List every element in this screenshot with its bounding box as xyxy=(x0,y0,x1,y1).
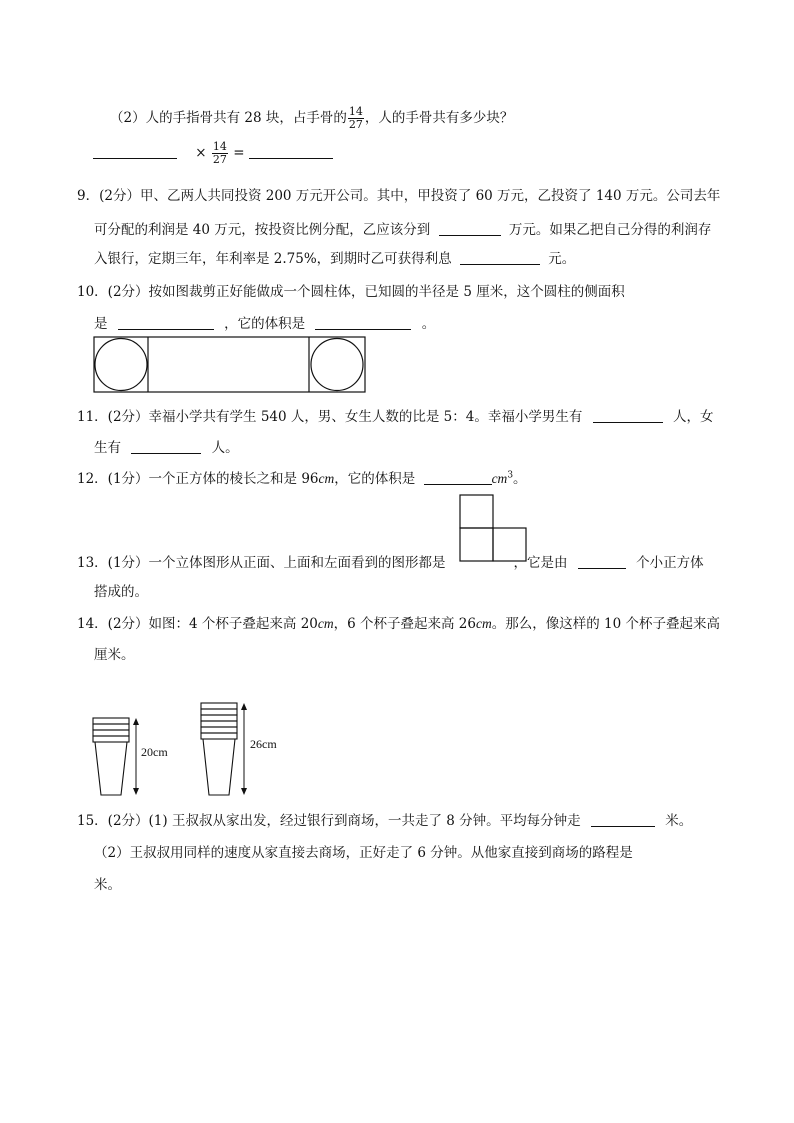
net-outer-rect xyxy=(94,337,365,392)
q8-part2: （2）人的手指骨共有 28 块，占手骨的 $\frac{14}{27}$ ，人的手骨共有多少块？ xyxy=(110,105,514,131)
q8-equation-fraction: $\frac{14}{27}$ xyxy=(212,140,227,166)
q8-answer-blank-2[interactable] xyxy=(249,144,333,159)
q13-line2: 搭成的。 xyxy=(94,584,148,600)
q14-line1: 14．(2分）如图：4 个杯子叠起来高 20cm，6 个杯子叠起来高 26cm。那么，像这样的 10 个杯子叠起来高 xyxy=(77,616,721,632)
q11-line2: 生有 人。 xyxy=(94,440,239,456)
top-square xyxy=(460,495,493,528)
q12-blank[interactable] xyxy=(424,470,492,485)
q8-equation: × $\frac{14}{27}$ = xyxy=(93,141,333,166)
bottom-right-square xyxy=(493,528,526,561)
label-26cm: 26cm xyxy=(250,737,277,751)
label-20cm: 20cm xyxy=(141,745,168,759)
q11-blank-2[interactable] xyxy=(131,439,201,454)
q10-line1: 10．(2分）按如图裁剪正好能做成一个圆柱体，已知圆的半径是 5 厘米，这个圆柱的侧面积 xyxy=(77,284,625,300)
q15-blank[interactable] xyxy=(591,812,655,827)
q8-fraction: $\frac{14}{27}$ xyxy=(348,105,363,131)
net-left-circle xyxy=(95,339,147,391)
q14-line2: 厘米。 xyxy=(94,647,135,663)
q8-part2-text: （2）人的手指骨共有 28 块，占手骨的 xyxy=(110,110,347,126)
q12-line: 12．(1分）一个正方体的棱长之和是 96cm，它的体积是 $cm^3$。 xyxy=(77,470,527,487)
q15-line3: 米。 xyxy=(94,877,121,893)
bottom-left-square xyxy=(460,528,493,561)
q13-blank[interactable] xyxy=(578,554,626,569)
q9-blank-1[interactable] xyxy=(439,221,501,236)
q8-answer-blank-1[interactable] xyxy=(93,144,177,159)
q9-line1: 9．(2分）甲、乙两人共同投资 200 万元开公司。其中，甲投资了 60 万元，乙投资了 140 万元。公司去年 xyxy=(77,188,721,204)
q11-line1: 11．(2分）幸福小学共有学生 540 人，男、女生人数的比是 5：4。幸福小学男生有 人，女 xyxy=(77,409,714,425)
q11-blank-1[interactable] xyxy=(593,408,663,423)
q9-line2: 可分配的利润是 40 万元，按投资比例分配，乙应该分到 万元。如果乙把自己分得的利润存 xyxy=(94,222,712,238)
q9-blank-2[interactable] xyxy=(460,250,540,265)
q10-line2: 是 ，它的体积是 。 xyxy=(94,316,436,332)
cylinder-net-figure xyxy=(93,336,367,394)
cups-figure xyxy=(88,698,308,800)
q10-blank-1[interactable] xyxy=(118,315,214,330)
cup-stack-4 xyxy=(93,718,129,795)
q15-line1: 15．(2分）(1) 王叔叔从家出发，经过银行到商场，一共走了 8 分钟。平均每分钟走 米。 xyxy=(77,813,693,829)
three-view-figure xyxy=(459,494,529,564)
q13-line1: 13．(1分）一个立体图形从正面、上面和左面看到的图形都是 ，它是由 个小正方体 xyxy=(77,555,704,571)
q9-line3: 入银行，定期三年，年利率是 2.75%，到期时乙可获得利息 元。 xyxy=(94,251,576,267)
q15-line2: （2）王叔叔用同样的速度从家直接去商场，正好走了 6 分钟。从他家直接到商场的路程是 xyxy=(94,845,633,861)
net-right-circle xyxy=(311,339,363,391)
q10-blank-2[interactable] xyxy=(315,315,411,330)
cup-stack-6 xyxy=(201,703,237,795)
